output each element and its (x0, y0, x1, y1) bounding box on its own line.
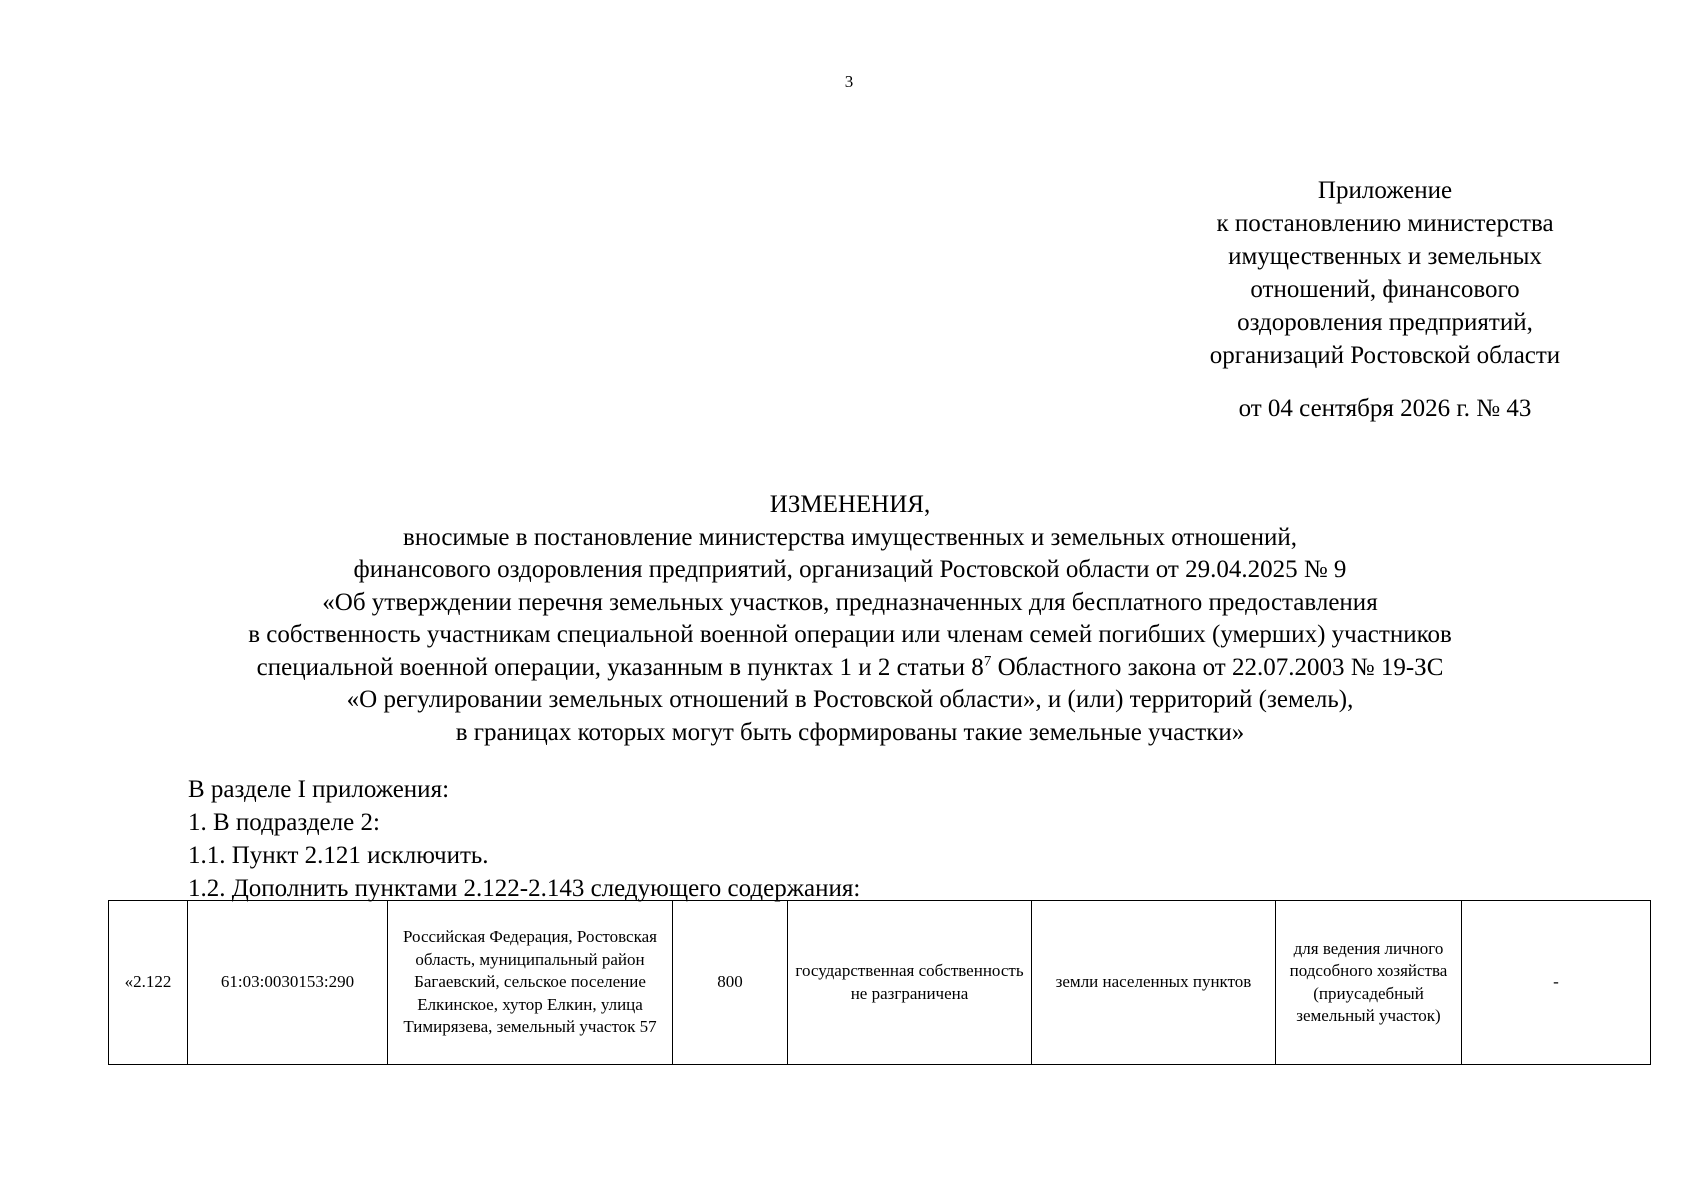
title-line: финансового оздоровления предприятий, организаций Ростовской области от 29.04.2025 № 9 (353, 556, 1347, 583)
page-number: 3 (844, 72, 854, 91)
changes-table (108, 900, 1651, 1065)
title-heading: ИЗМЕНЕНИЯ, (769, 491, 931, 518)
cell-cadastral-number: 61:03:0030153:290 (188, 901, 388, 1065)
body-paragraph: В разделе I приложения: (188, 776, 450, 803)
appendix-line: организаций Ростовской области (1209, 342, 1561, 369)
table-row (109, 901, 1651, 1065)
title-line: «О регулировании земельных отношений в Ростовской области», и (или) территорий (земель), (346, 686, 1354, 713)
land-plots-table (108, 900, 1650, 1065)
title-line-text: Областного закона от 22.07.2003 № 19-ЗС (991, 653, 1444, 681)
body-text (188, 773, 860, 905)
appendix-line: имущественных и земельных (1228, 243, 1542, 270)
title-line-text: специальной военной операции, указанным в пунктах 1 и 2 статьи 8 (256, 653, 984, 681)
body-paragraph: 1.1. Пункт 2.121 исключить. (188, 842, 489, 869)
appendix-date: от 04 сентября 2026 г. № 43 (1238, 395, 1532, 422)
cell-item-number: «2.122 (109, 901, 188, 1065)
title-line: вносимые в постановление министерства имущественных и земельных отношений, (403, 523, 1297, 551)
cell-address: Российская Федерация, Ростовская область, муниципальный район Багаевский, сельское поселение Елкинское, хутор Елкин, улица Тимирязева, земельный участок 57 (388, 901, 673, 1065)
title-line: в собственность участникам специальной военной операции или членам семей погибших (умерших) участников (248, 621, 1452, 648)
appendix-line: отношений, финансового (1250, 276, 1520, 303)
title-line (100, 652, 1600, 685)
cell-land-category: земли населенных пунктов (1032, 901, 1276, 1065)
title-superscript: 7 (983, 653, 992, 670)
title-line: «Об утверждении перечня земельных участков, предназначенных для бесплатного предоставления (322, 588, 1378, 616)
cell-note: - (1462, 901, 1651, 1065)
appendix-line: Приложение (1317, 177, 1453, 204)
document-title (100, 489, 1600, 749)
body-paragraph: 1.2. Дополнить пунктами 2.122-2.143 следующего содержания: (188, 875, 861, 902)
cell-ownership: государственная собственность не разграничена (788, 901, 1032, 1065)
appendix-block (1170, 174, 1600, 425)
title-line: в границах которых могут быть сформированы такие земельные участки» (455, 718, 1245, 746)
body-paragraph: 1. В подразделе 2: (188, 809, 380, 836)
cell-area: 800 (673, 901, 788, 1065)
appendix-line: оздоровления предприятий, (1237, 309, 1533, 336)
appendix-line: к постановлению министерства (1216, 210, 1554, 237)
cell-permitted-use: для ведения личного подсобного хозяйства (приусадебный земельный участок) (1276, 901, 1462, 1065)
